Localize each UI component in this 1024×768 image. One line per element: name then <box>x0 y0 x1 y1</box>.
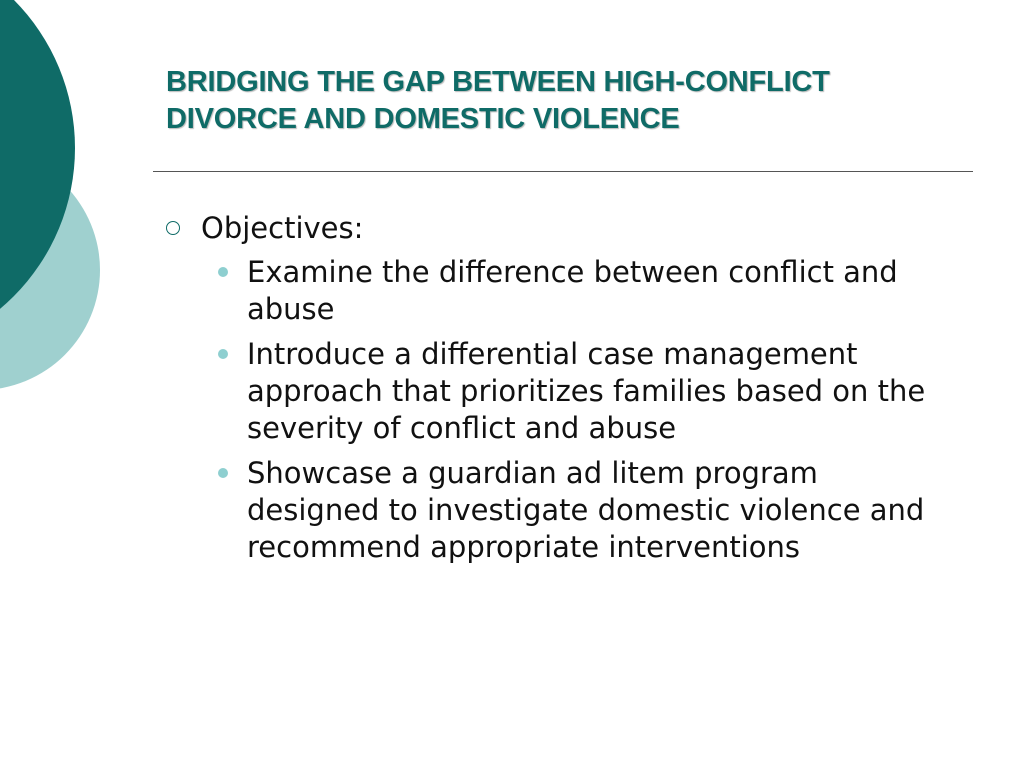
title-divider <box>153 171 973 172</box>
objective-bullet-text: Showcase a guardian ad litem program designed to investigate domestic violence and recommend appropriate interventions <box>247 456 925 564</box>
objective-bullet-text: Introduce a differential case management approach that prioritizes families based on the severity of conflict and abuse <box>247 337 926 445</box>
slide-title-line-2: DIVORCE AND DOMESTIC VIOLENCE <box>166 103 680 135</box>
filled-circle-bullet-icon <box>218 468 228 478</box>
objective-bullet-text: Examine the difference between conflict and abuse <box>247 255 898 326</box>
filled-circle-bullet-icon <box>218 267 228 277</box>
objective-bullet-item <box>218 455 966 566</box>
objective-bullet-item <box>218 336 966 447</box>
slide-content <box>166 210 966 574</box>
hollow-circle-bullet-icon <box>166 221 180 235</box>
objectives-label: Objectives: <box>201 211 364 245</box>
slide-title <box>166 64 986 138</box>
slide-title-line-1: BRIDGING THE GAP BETWEEN HIGH-CONFLICT <box>166 66 830 98</box>
objectives-heading <box>166 210 966 246</box>
filled-circle-bullet-icon <box>218 349 228 359</box>
objective-bullet-list <box>166 254 966 566</box>
objective-bullet-item <box>218 254 966 328</box>
